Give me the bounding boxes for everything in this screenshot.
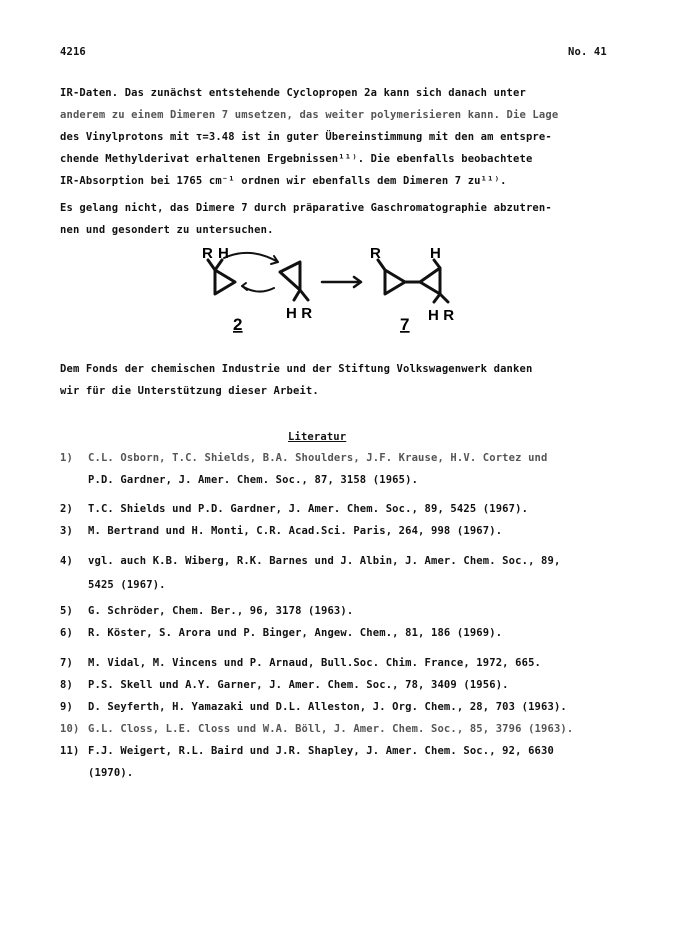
reference-text: D. Seyferth, H. Yamazaki und D.L. Alleston, J. Org. Chem., 28, 703 (1963). (88, 701, 567, 713)
reference-text: F.J. Weigert, R.L. Baird und J.R. Shapley, J. Amer. Chem. Soc., 92, 6630 (88, 745, 554, 757)
issue-number: No. 41 (568, 46, 607, 58)
text-line: chende Methylderivat erhaltenen Ergebnissen¹¹⁾. Die ebenfalls beobachtete (60, 153, 533, 165)
literature-heading: Literatur (288, 431, 347, 443)
reference-number: 3) (60, 525, 73, 537)
substituent-r: R (370, 245, 381, 262)
text-line: anderem zu einem Dimeren 7 umsetzen, das weiter polymerisieren kann. Die Lage (60, 109, 559, 121)
reference-text: T.C. Shields und P.D. Gardner, J. Amer. Chem. Soc., 89, 5425 (1967). (88, 503, 529, 515)
reference-number: 1) (60, 452, 73, 464)
reference-number: 4) (60, 555, 73, 567)
reference-text: M. Bertrand und H. Monti, C.R. Acad.Sci. Paris, 264, 998 (1967). (88, 525, 503, 537)
reference-text: C.L. Osborn, T.C. Shields, B.A. Shoulders, J.F. Krause, H.V. Cortez und (88, 452, 548, 464)
text-line: des Vinylprotons mit τ=3.48 ist in guter Übereinstimmung mit den am entspre- (60, 131, 552, 143)
reference-number: 5) (60, 605, 73, 617)
reference-text: R. Köster, S. Arora und P. Binger, Angew. Chem., 81, 186 (1969). (88, 627, 503, 639)
text-line: wir für die Unterstützung dieser Arbeit. (60, 385, 319, 397)
reference-text: vgl. auch K.B. Wiberg, R.K. Barnes und J. Albin, J. Amer. Chem. Soc., 89, (88, 555, 561, 567)
dimer-ring-left (385, 270, 405, 294)
reference-text: P.D. Gardner, J. Amer. Chem. Soc., 87, 3158 (1965). (88, 474, 419, 486)
reference-text: (1970). (88, 767, 134, 779)
compound-label-7: 7 (400, 315, 410, 334)
reference-text: M. Vidal, M. Vincens und P. Arnaud, Bull.Soc. Chim. France, 1972, 665. (88, 657, 542, 669)
reference-number: 2) (60, 503, 73, 515)
substituents-hr: H R (286, 305, 313, 322)
substituent-h: H (218, 245, 229, 262)
cyclopropene-ring (280, 262, 300, 290)
reference-number: 10) (60, 723, 80, 735)
substituent-r: R (202, 245, 213, 262)
reference-text: P.S. Skell und A.Y. Garner, J. Amer. Chem. Soc., 78, 3409 (1956). (88, 679, 509, 691)
reference-number: 6) (60, 627, 73, 639)
page-number: 4216 (60, 46, 86, 58)
reference-text: G. Schröder, Chem. Ber., 96, 3178 (1963). (88, 605, 354, 617)
text-line: IR-Daten. Das zunächst entstehende Cyclopropen 2a kann sich danach unter (60, 87, 526, 99)
reference-number: 11) (60, 745, 80, 757)
cyclopropene-ring (215, 270, 235, 294)
reference-number: 8) (60, 679, 73, 691)
text-line: IR-Absorption bei 1765 cm⁻¹ ordnen wir ebenfalls dem Dimeren 7 zu¹¹⁾. (60, 175, 507, 187)
compound-label-2: 2 (233, 315, 243, 334)
reference-number: 9) (60, 701, 73, 713)
reference-text: 5425 (1967). (88, 579, 166, 591)
text-line: Dem Fonds der chemischen Industrie und der Stiftung Volkswagenwerk danken (60, 363, 533, 375)
substituents-hr: H R (428, 307, 455, 324)
substituent-h: H (430, 245, 441, 262)
reference-text: G.L. Closs, L.E. Closs und W.A. Böll, J. Amer. Chem. Soc., 85, 3796 (1963). (88, 723, 574, 735)
text-line: Es gelang nicht, das Dimere 7 durch präparative Gaschromatographie abzutren- (60, 202, 552, 214)
text-line: nen und gesondert zu untersuchen. (60, 224, 274, 236)
dimer-ring-right (420, 268, 440, 294)
reference-number: 7) (60, 657, 73, 669)
reaction-scheme (190, 238, 490, 338)
